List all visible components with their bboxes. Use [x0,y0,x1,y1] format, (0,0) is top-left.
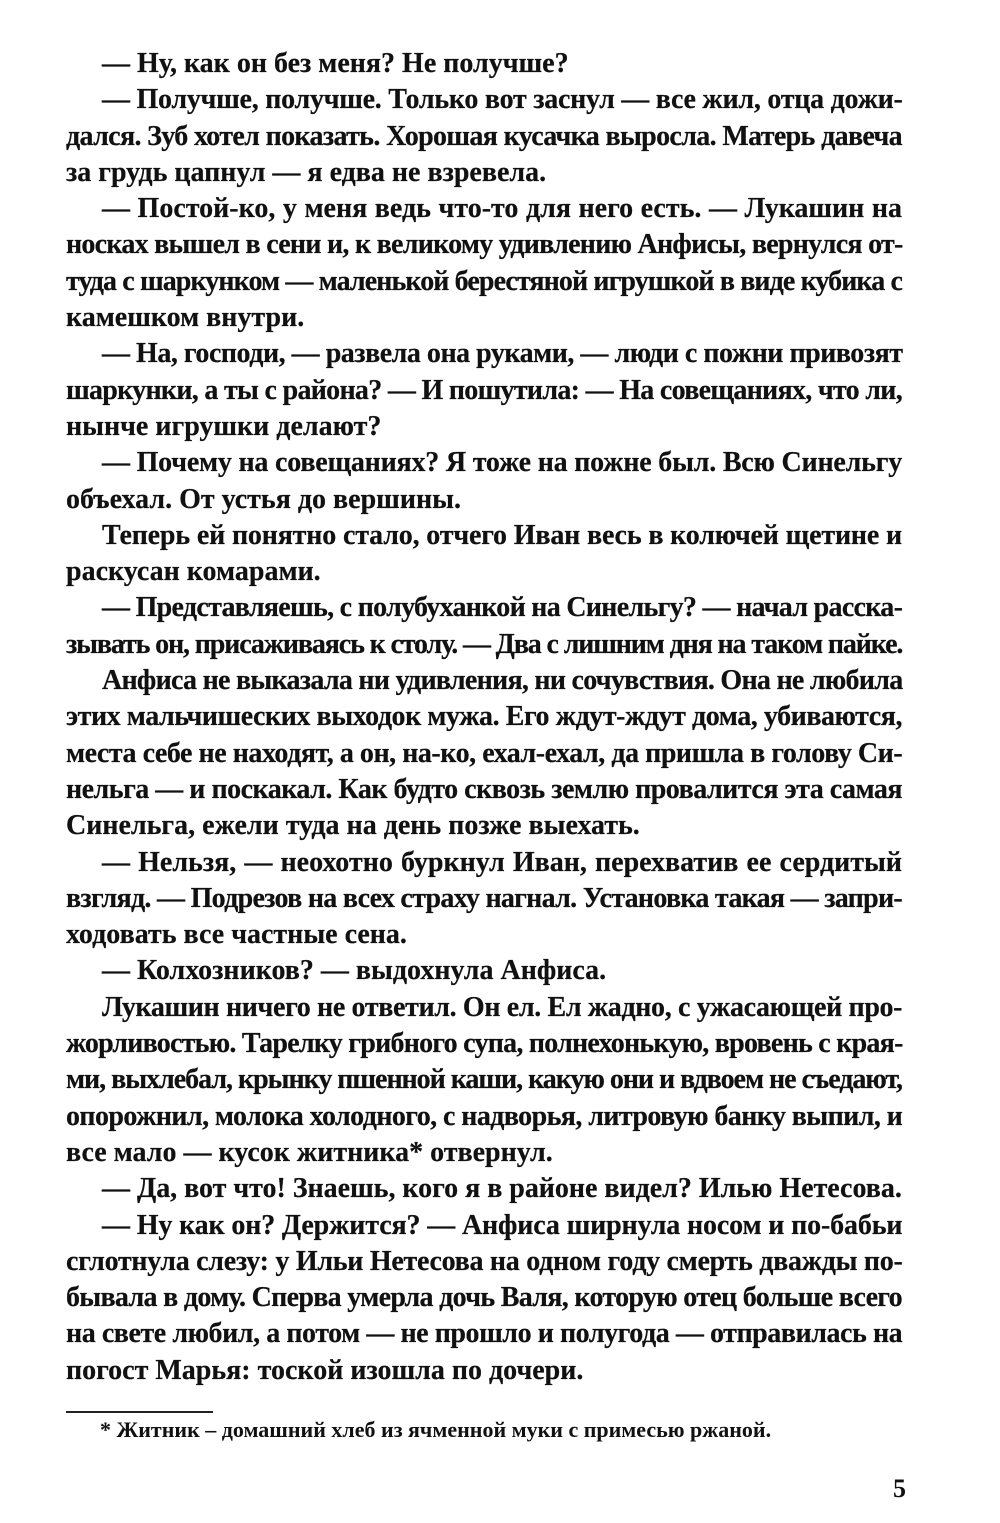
paragraph [66,990,902,1171]
paragraph [66,336,902,445]
text-line: Теперь ей понятно стало, отчего Иван весь в колючей щетине и [102,519,902,551]
text-line: дался. Зуб хотел показать. Хорошая кусачка выросла. Матерь давеча [66,120,902,152]
text-line: ходовать все частные сена. [66,919,407,951]
text-line: — Ну как он? Держится? — Анфиса ширнула носом и по-бабьи [102,1209,903,1241]
paragraph [66,953,902,989]
paragraph [66,518,902,591]
paragraph [66,663,902,844]
footnote: * Житник – домашний хлеб из ячменной муки с примесью ржаной. [100,1417,772,1442]
text-line: за грудь цапнул — я едва не взревела. [66,156,547,188]
text-line: жорливостью. Тарелку грибного супа, полнехонькую, вровень с края- [66,1028,903,1060]
text-line: Анфиса не выказала ни удивления, ни сочувствия. Она не любила [102,665,903,697]
text-line: места себе не находят, а он, на-ко, ехал-ехал, да пришла в голову Си- [66,737,903,769]
paragraph [66,191,902,336]
paragraph [66,845,902,954]
text-line: — Постой-ко, у меня ведь что-то для него есть. — Лукашин на [102,193,902,225]
text-line: — Представляешь, с полубуханкой на Синельгу? — начал расска- [102,592,903,624]
paragraph [66,1171,902,1207]
text-line: взгляд. — Подрезов на всех страху нагнал. Установка такая — запри- [66,882,902,914]
paragraph [66,46,902,82]
text-line: ми, выхлебал, крынку пшенной каши, какую они и вдвоем не съедают, [66,1064,902,1096]
paragraph [66,1208,902,1389]
text-line: раскусан комарами. [66,556,321,588]
paragraph [66,590,902,663]
paragraph [66,82,902,191]
text-line: опорожнил, молока холодного, с надворья, литровую банку выпил, и [66,1100,903,1132]
text-line: носках вышел в сени и, к великому удивлению Анфисы, вернулся от- [66,229,903,261]
text-line: — Нельзя, — неохотно буркнул Иван, перехватив ее сердитый [102,846,902,878]
text-line: зывать он, присаживаясь к столу. — Два с лишним дня на таком пайке. [66,628,903,660]
text-line: бывала в дому. Сперва умерла дочь Валя, которую отец больше всего [66,1282,902,1314]
text-line: Синельга, ежели туда на день позже выехать. [66,810,640,842]
text-line: объехал. От устья до вершины. [66,483,461,515]
text-line: нельга — и поскакал. Как будто сквозь землю провалится эта самая [66,773,902,805]
text-line: Лукашин ничего не ответил. Он ел. Ел жадно, с ужасающей про- [102,991,903,1023]
text-line: на свете любил, а потом — не прошло и полугода — отправилась на [66,1318,903,1350]
text-line: погост Марья: тоской изошла по дочери. [66,1354,584,1386]
text-line: — Колхозников? — выдохнула Анфиса. [102,955,607,987]
text-line: камешком внутри. [66,302,305,334]
text-line: туда с шаркунком — маленькой берестяной игрушкой в виде кубика с [66,265,902,297]
text-line: — Получше, получше. Только вот заснул — все жил, отца дожи- [102,84,903,116]
text-line: — Да, вот что! Знаешь, кого я в районе видел? Илью Нетесова. [102,1173,902,1205]
text-line: нынче игрушки делают? [66,410,382,442]
paragraph [66,445,902,518]
text-line: этих мальчишеских выходок мужа. Его ждут-ждут дома, убиваются, [66,701,902,733]
main-text [66,46,902,1389]
footnote-divider [66,1411,213,1413]
page-number: 5 [893,1474,906,1503]
text-line: все мало — кусок житника* отвернул. [66,1136,553,1168]
text-line: сглотнула слезу: у Ильи Нетесова на одном году смерть дважды по- [66,1245,903,1277]
text-line: — Почему на совещаниях? Я тоже на пожне был. Всю Синельгу [102,447,902,479]
text-line: — На, господи, — развела она руками, — люди с пожни привозят [102,338,903,370]
text-line: шаркунки, а ты с района? — И пошутила: — На совещаниях, что ли, [66,374,902,406]
text-line: — Ну, как он без меня? Не получше? [102,48,569,79]
